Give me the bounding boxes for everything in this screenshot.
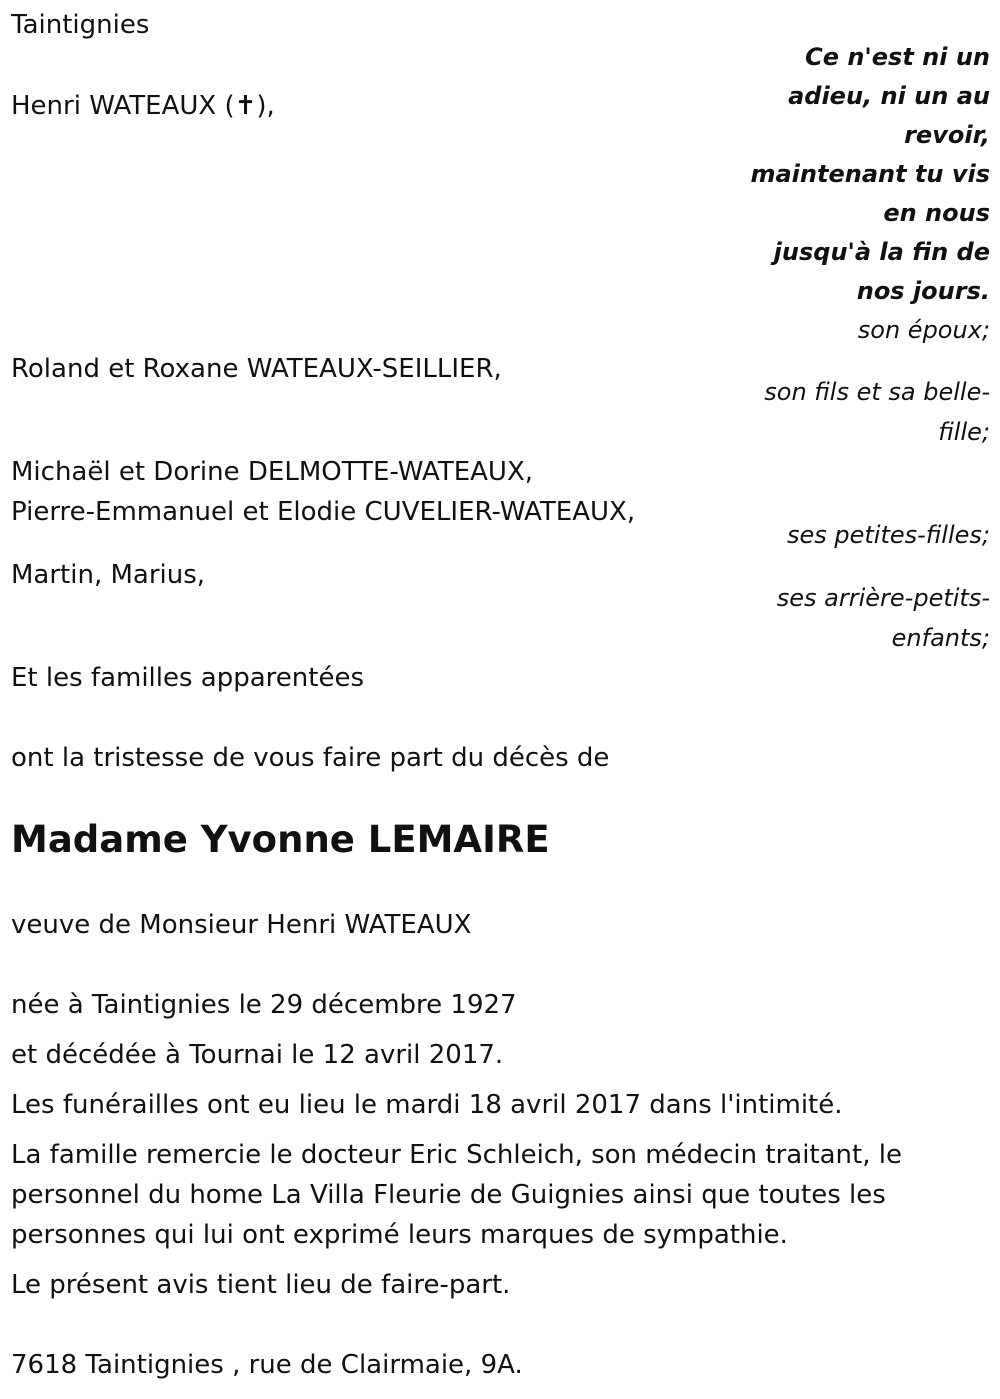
great-grandchildren-role-line1: ses arrière-petits- bbox=[776, 584, 990, 612]
death-info: et décédée à Tournai le 12 avril 2017. bbox=[11, 1040, 504, 1070]
poem-line: maintenant tu vis bbox=[750, 160, 990, 188]
poem-quote bbox=[750, 38, 990, 311]
header-place: Taintignies bbox=[11, 10, 150, 40]
address: 7618 Taintignies , rue de Clairmaie, 9A. bbox=[11, 1350, 523, 1380]
son-role-line2: fille; bbox=[938, 418, 990, 446]
announcement-intro: ont la tristesse de vous faire part du décès de bbox=[11, 743, 610, 773]
son-names: Roland et Roxane WATEAUX-SEILLIER, bbox=[11, 354, 502, 384]
poem-line: revoir, bbox=[904, 121, 990, 149]
funeral-info: Les funérailles ont eu lieu le mardi 18 avril 2017 dans l'intimité. bbox=[11, 1090, 843, 1120]
son-role-line1: son fils et sa belle- bbox=[764, 378, 990, 406]
thanks-line: personnes qui lui ont exprimé leurs marques de sympathie. bbox=[11, 1220, 788, 1250]
poem-line: jusqu'à la fin de bbox=[773, 238, 990, 266]
granddaughters-role: ses petites-filles; bbox=[786, 521, 990, 549]
spouse-role: son époux; bbox=[857, 316, 990, 344]
great-grandchildren-role-line2: enfants; bbox=[891, 624, 990, 652]
birth-info: née à Taintignies le 29 décembre 1927 bbox=[11, 990, 517, 1020]
poem-line: Ce n'est ni un bbox=[805, 43, 990, 71]
granddaughter-2: Pierre-Emmanuel et Elodie CUVELIER-WATEAUX, bbox=[11, 497, 636, 527]
poem-line: en nous bbox=[883, 199, 990, 227]
spouse-name: Henri WATEAUX (✝), bbox=[11, 91, 275, 121]
poem-line: adieu, ni un au bbox=[788, 82, 990, 110]
deceased-name: Madame Yvonne LEMAIRE bbox=[11, 818, 550, 861]
poem-line: nos jours. bbox=[856, 277, 990, 305]
widow-of: veuve de Monsieur Henri WATEAUX bbox=[11, 910, 472, 940]
thanks-line: personnel du home La Villa Fleurie de Guignies ainsi que toutes les bbox=[11, 1180, 886, 1210]
related-families: Et les familles apparentées bbox=[11, 663, 365, 693]
granddaughter-1: Michaël et Dorine DELMOTTE-WATEAUX, bbox=[11, 457, 534, 487]
notice-text: Le présent avis tient lieu de faire-part. bbox=[11, 1270, 511, 1300]
great-grandchildren-names: Martin, Marius, bbox=[11, 560, 206, 590]
thanks-line: La famille remercie le docteur Eric Schleich, son médecin traitant, le bbox=[11, 1140, 902, 1170]
